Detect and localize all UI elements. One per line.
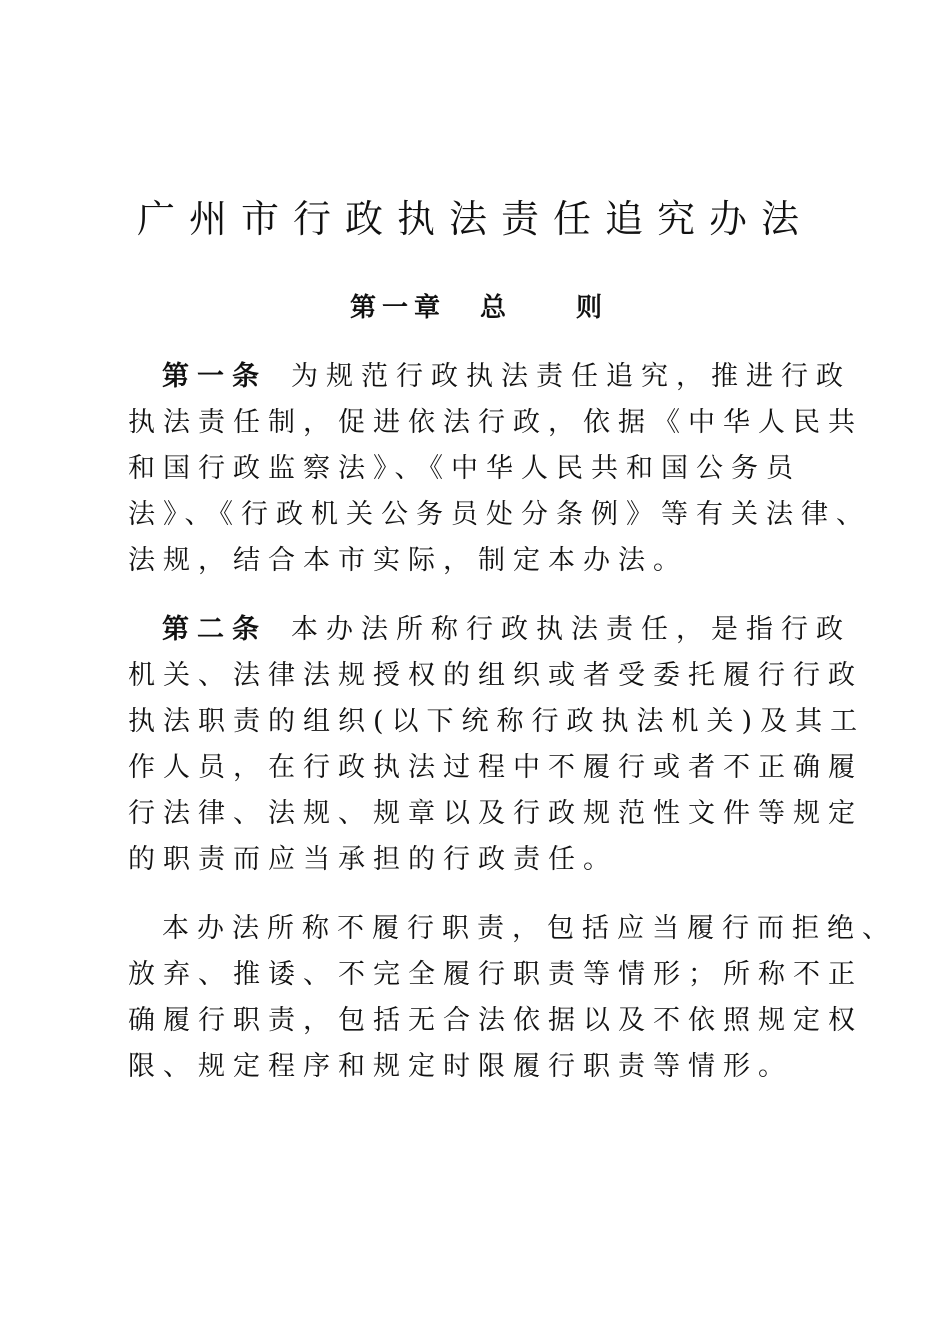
paragraph-line: 限、规定程序和规定时限履行职责等情形。 <box>128 1051 793 1082</box>
paragraph-line: 法》、《行政机关公务员处分条例》等有关法律、 <box>128 499 871 530</box>
paragraph-line: 作人员，在行政执法过程中不履行或者不正确履 <box>128 752 863 783</box>
paragraph-line: 执法责任制，促进依法行政，依据《中华人民共 <box>128 407 863 438</box>
article-number: 第二条 <box>162 614 267 645</box>
paragraph-line: 本办法所称不履行职责，包括应当履行而拒绝、 <box>162 913 897 944</box>
chapter-number: 第一章 <box>350 293 447 323</box>
paragraph-line: 的职责而应当承担的行政责任。 <box>128 844 618 875</box>
paragraph-line: 行法律、法规、规章以及行政规范性文件等规定 <box>128 798 863 829</box>
paragraph-line: 和国行政监察法》、《中华人民共和国公务员 <box>128 453 801 484</box>
paragraph-line: 执法职责的组织(以下统称行政执法机关)及其工 <box>128 706 866 737</box>
chapter-name-part2: 则 <box>576 293 603 323</box>
paragraph-line: 机关、法律法规授权的组织或者受委托履行行政 <box>128 660 863 691</box>
document-title: 广州市行政执法责任追究办法 <box>136 197 813 241</box>
paragraph-line: 放弃、推诿、不完全履行职责等情形；所称不正 <box>128 959 863 990</box>
paragraph-line: 法规，结合本市实际，制定本办法。 <box>128 545 688 576</box>
paragraph-line: 第二条 本办法所称行政执法责任，是指行政 <box>162 614 851 645</box>
article-1 <box>128 354 871 584</box>
paragraph-line: 确履行职责，包括无合法依据以及不依照规定权 <box>128 1005 863 1036</box>
article-2-paragraph-2 <box>128 906 897 1090</box>
article-2 <box>128 607 866 883</box>
chapter-name-part1: 总 <box>480 293 507 323</box>
paragraph-line: 第一条 为规范行政执法责任追究，推进行政 <box>162 361 851 392</box>
article-number: 第一条 <box>162 361 267 392</box>
